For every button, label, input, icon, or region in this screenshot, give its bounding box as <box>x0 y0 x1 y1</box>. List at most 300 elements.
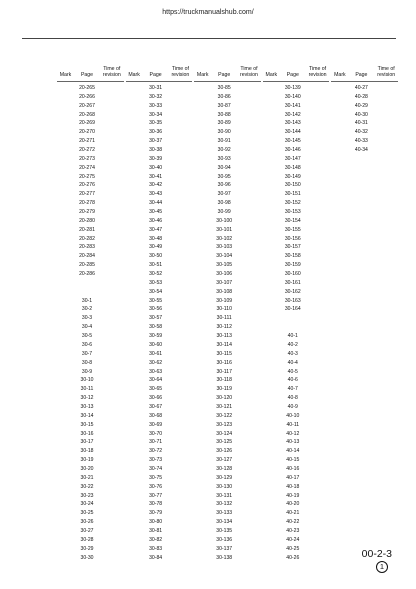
revision-cell <box>237 332 261 341</box>
page-cell: 30-120 <box>216 395 233 402</box>
table-row <box>194 297 261 306</box>
page-cell: 30-4 <box>81 324 93 331</box>
revision-cell <box>169 208 193 217</box>
mark-cell <box>194 527 211 536</box>
mark-cell <box>263 93 280 102</box>
table-row <box>263 474 330 483</box>
table-row <box>263 359 330 368</box>
table-row <box>263 119 330 128</box>
table-row <box>126 181 193 190</box>
revision-cell <box>306 235 330 244</box>
header-page: Page <box>149 72 162 79</box>
revision-cell <box>100 465 124 474</box>
revision-cell <box>169 323 193 332</box>
revision-cell <box>237 93 261 102</box>
mark-cell <box>57 412 74 421</box>
mark-cell <box>194 119 211 128</box>
table-row <box>57 305 124 314</box>
page-cell: 30-147 <box>284 155 301 162</box>
table-row <box>263 509 330 518</box>
revision-cell <box>169 93 193 102</box>
table-row <box>57 243 124 252</box>
mark-cell <box>194 430 211 439</box>
page-cell: 30-155 <box>284 226 301 233</box>
mark-cell <box>126 385 143 394</box>
mark-cell <box>57 518 74 527</box>
table-row <box>57 199 124 208</box>
table-row <box>331 93 398 102</box>
mark-cell <box>57 155 74 164</box>
table-row <box>331 119 398 128</box>
header-mark: Mark <box>196 72 209 79</box>
revision-cell <box>169 84 193 93</box>
revision-cell <box>306 447 330 456</box>
mark-cell <box>126 509 143 518</box>
table-row <box>263 456 330 465</box>
revision-cell <box>169 146 193 155</box>
mark-cell <box>57 164 74 173</box>
page-cell: 30-47 <box>149 226 163 233</box>
revision-cell <box>169 288 193 297</box>
table-row <box>263 385 330 394</box>
table-row <box>263 243 330 252</box>
table-row <box>263 368 330 377</box>
page-cell: 30-77 <box>149 492 163 499</box>
page-cell: 30-128 <box>216 465 233 472</box>
mark-cell <box>263 297 280 306</box>
revision-cell <box>237 181 261 190</box>
mark-cell <box>194 93 211 102</box>
revision-cell <box>374 111 398 120</box>
mark-cell <box>57 536 74 545</box>
table-row <box>194 554 261 563</box>
revision-cell <box>306 93 330 102</box>
revision-cell <box>169 217 193 226</box>
table-row <box>194 527 261 536</box>
table-row <box>263 190 330 199</box>
table-row <box>194 305 261 314</box>
table-column-group <box>263 62 330 562</box>
table-row <box>263 421 330 430</box>
mark-cell <box>263 403 280 412</box>
mark-cell <box>194 359 211 368</box>
mark-cell <box>263 235 280 244</box>
table-row <box>57 509 124 518</box>
revision-cell <box>100 500 124 509</box>
header-page: Page <box>80 72 94 79</box>
table-row <box>194 456 261 465</box>
mark-cell <box>194 421 211 430</box>
revision-cell <box>306 359 330 368</box>
mark-cell <box>57 430 74 439</box>
mark-cell <box>194 235 211 244</box>
mark-cell <box>194 403 211 412</box>
column-header <box>263 62 330 82</box>
page-cell: 30-80 <box>149 519 163 526</box>
revision-cell <box>306 341 330 350</box>
page-cell: 40-25 <box>286 545 300 552</box>
mark-cell <box>194 297 211 306</box>
mark-cell <box>263 332 280 341</box>
page-cell: 30-140 <box>284 93 301 100</box>
mark-cell <box>126 235 143 244</box>
page-cell: 30-158 <box>284 253 301 260</box>
table-row <box>263 314 330 323</box>
table-row <box>126 421 193 430</box>
mark-cell <box>126 554 143 563</box>
revision-cell <box>306 208 330 217</box>
revision-cell <box>237 536 261 545</box>
mark-cell <box>126 288 143 297</box>
page-cell: 30-124 <box>216 430 233 437</box>
table-row <box>194 111 261 120</box>
table-row <box>194 199 261 208</box>
table-row <box>126 111 193 120</box>
page-cell: 30-132 <box>216 501 233 508</box>
page-cell: 40-10 <box>286 412 300 419</box>
mark-cell <box>263 412 280 421</box>
table-row <box>194 146 261 155</box>
revision-cell <box>100 173 124 182</box>
page-cell: 30-69 <box>149 421 163 428</box>
page-cell: 20-286 <box>79 271 95 278</box>
revision-cell <box>237 279 261 288</box>
mark-cell <box>126 332 143 341</box>
page-cell: 30-104 <box>216 253 233 260</box>
page-cell: 30-130 <box>216 483 233 490</box>
page-cell: 30-30 <box>80 554 94 561</box>
table-row <box>126 447 193 456</box>
page-cell: 30-113 <box>216 333 232 340</box>
mark-cell <box>263 359 280 368</box>
revision-cell <box>306 137 330 146</box>
page-cell: 30-19 <box>80 457 94 464</box>
page-cell: 30-123 <box>216 421 233 428</box>
mark-cell <box>126 430 143 439</box>
table-row <box>194 545 261 554</box>
mark-cell <box>194 102 211 111</box>
table-row <box>126 128 193 137</box>
revision-cell <box>100 261 124 270</box>
table-row <box>194 465 261 474</box>
revision-cell <box>237 164 261 173</box>
table-row <box>263 341 330 350</box>
table-row <box>194 190 261 199</box>
revision-cell <box>169 164 193 173</box>
revision-cell <box>169 252 193 261</box>
revision-cell <box>237 412 261 421</box>
page-cell: 30-51 <box>149 262 163 269</box>
revision-cell <box>237 128 261 137</box>
mark-cell <box>263 438 280 447</box>
table-row <box>57 368 124 377</box>
revision-cell <box>100 84 124 93</box>
page-cell: 30-65 <box>149 386 163 393</box>
table-row <box>194 208 261 217</box>
mark-cell <box>126 447 143 456</box>
page-cell: 20-276 <box>79 182 95 189</box>
table-row <box>126 492 193 501</box>
mark-cell <box>57 474 74 483</box>
revision-cell <box>169 314 193 323</box>
mark-cell <box>194 190 211 199</box>
revision-cell <box>237 518 261 527</box>
revision-cell <box>100 447 124 456</box>
mark-cell <box>331 119 348 128</box>
mark-cell <box>194 350 211 359</box>
revision-cell <box>237 217 261 226</box>
table-row <box>194 359 261 368</box>
page-cell: 20-271 <box>79 138 95 145</box>
table-row <box>126 438 193 447</box>
page-cell: 20-277 <box>79 191 95 198</box>
page-cell: 30-119 <box>216 386 232 393</box>
table-row <box>194 412 261 421</box>
revision-cell <box>169 332 193 341</box>
table-row <box>194 350 261 359</box>
table-row <box>57 314 124 323</box>
page-cell: 30-102 <box>216 235 233 242</box>
mark-cell <box>57 270 74 279</box>
mark-cell <box>194 181 211 190</box>
table-row <box>57 465 124 474</box>
table-row <box>57 332 124 341</box>
page-cell: 30-122 <box>216 412 233 419</box>
table-row <box>126 403 193 412</box>
table-row <box>263 181 330 190</box>
source-url[interactable]: https://truckmanualshub.com/ <box>162 9 254 16</box>
revision-cell <box>169 483 193 492</box>
revision-cell <box>306 368 330 377</box>
header-page: Page <box>286 72 299 79</box>
mark-cell <box>57 314 74 323</box>
page-cell: 30-136 <box>216 536 233 543</box>
table-row <box>263 447 330 456</box>
table-row <box>194 385 261 394</box>
mark-cell <box>263 456 280 465</box>
mark-cell <box>194 155 211 164</box>
page-cell: 40-15 <box>286 457 300 464</box>
page-cell: 30-59 <box>149 333 163 340</box>
revision-cell <box>374 102 398 111</box>
table-row <box>126 465 193 474</box>
page-cell: 40-19 <box>286 492 300 499</box>
revision-cell <box>306 243 330 252</box>
mark-cell <box>126 181 143 190</box>
revision-cell <box>237 199 261 208</box>
page-cell: 30-28 <box>80 536 94 543</box>
mark-cell <box>331 93 348 102</box>
revision-cell <box>306 314 330 323</box>
page-cell: 20-278 <box>79 200 95 207</box>
table-row <box>331 102 398 111</box>
table-row <box>194 173 261 182</box>
mark-cell <box>57 350 74 359</box>
page-cell: 30-26 <box>80 519 94 526</box>
mark-cell <box>126 492 143 501</box>
revision-cell <box>100 155 124 164</box>
revision-cell <box>237 226 261 235</box>
mark-cell <box>263 190 280 199</box>
mark-cell <box>126 474 143 483</box>
table-row <box>263 536 330 545</box>
table-row <box>194 128 261 137</box>
table-row <box>194 421 261 430</box>
page-cell: 30-118 <box>216 377 232 384</box>
revision-cell <box>100 403 124 412</box>
table-row <box>331 128 398 137</box>
page-cell <box>74 279 100 288</box>
table-row <box>57 403 124 412</box>
mark-cell <box>263 226 280 235</box>
mark-cell <box>263 465 280 474</box>
mark-cell <box>194 483 211 492</box>
mark-cell <box>194 536 211 545</box>
table-row <box>57 394 124 403</box>
revision-cell <box>374 137 398 146</box>
revision-cell <box>237 509 261 518</box>
revision-cell <box>306 288 330 297</box>
revision-cell <box>169 421 193 430</box>
revision-cell <box>237 252 261 261</box>
revision-cell <box>169 119 193 128</box>
revision-cell <box>306 412 330 421</box>
page-cell: 20-269 <box>79 120 95 127</box>
revision-cell <box>100 509 124 518</box>
revision-cell <box>169 492 193 501</box>
table-row <box>57 128 124 137</box>
table-row <box>194 137 261 146</box>
page-cell: 40-13 <box>286 439 300 446</box>
revision-cell <box>374 128 398 137</box>
page-cell: 30-40 <box>149 164 163 171</box>
revision-cell <box>169 447 193 456</box>
revision-cell <box>100 492 124 501</box>
page-cell: 20-273 <box>79 155 95 162</box>
revision-cell <box>237 465 261 474</box>
mark-cell <box>263 137 280 146</box>
mark-cell <box>57 235 74 244</box>
revision-cell <box>306 173 330 182</box>
column-header <box>126 62 193 82</box>
table-row <box>126 430 193 439</box>
table-row <box>263 84 330 93</box>
revision-cell <box>100 119 124 128</box>
page-cell: 40-30 <box>354 111 368 118</box>
mark-cell <box>57 243 74 252</box>
mark-cell <box>263 111 280 120</box>
table-row <box>126 199 193 208</box>
page-cell <box>280 323 306 332</box>
page-cell: 30-76 <box>149 483 163 490</box>
table-row <box>263 270 330 279</box>
page-cell: 30-143 <box>284 120 301 127</box>
revision-cell <box>169 235 193 244</box>
revision-cell <box>100 350 124 359</box>
revision-cell <box>169 430 193 439</box>
header-mark: Mark <box>334 72 346 79</box>
revision-cell <box>306 438 330 447</box>
mark-cell <box>57 554 74 563</box>
table-row <box>57 102 124 111</box>
revision-cell <box>169 137 193 146</box>
page-cell: 30-16 <box>80 430 94 437</box>
table-row <box>57 536 124 545</box>
page-cell: 40-14 <box>286 448 300 455</box>
revision-cell <box>100 288 124 297</box>
table-row <box>194 492 261 501</box>
mark-cell <box>194 208 211 217</box>
page-cell: 30-25 <box>80 510 94 517</box>
mark-cell <box>126 226 143 235</box>
revision-cell <box>100 102 124 111</box>
page-cell: 20-265 <box>79 85 95 91</box>
mark-cell <box>126 305 143 314</box>
page-cell: 40-8 <box>287 395 298 402</box>
table-row <box>194 217 261 226</box>
revision-cell <box>237 376 261 385</box>
table-row <box>263 226 330 235</box>
mark-cell <box>126 137 143 146</box>
mark-cell <box>263 102 280 111</box>
revision-cell <box>169 359 193 368</box>
mark-cell <box>57 146 74 155</box>
revision-cell <box>169 394 193 403</box>
table-row <box>263 146 330 155</box>
table-column-group <box>331 62 398 562</box>
table-row <box>263 155 330 164</box>
revision-cell <box>100 554 124 563</box>
revision-cell <box>237 288 261 297</box>
revision-cell <box>100 243 124 252</box>
page-cell: 30-160 <box>284 271 301 278</box>
page-cell: 30-37 <box>149 138 163 145</box>
page-cell: 20-283 <box>79 244 95 251</box>
revision-cell <box>306 421 330 430</box>
mark-cell <box>263 84 280 93</box>
page-cell: 30-138 <box>216 554 233 561</box>
table-row <box>126 527 193 536</box>
table-row <box>194 314 261 323</box>
table-row <box>194 288 261 297</box>
revision-cell <box>169 190 193 199</box>
revision-cell <box>169 199 193 208</box>
page-cell: 20-280 <box>79 217 95 224</box>
table-row <box>126 332 193 341</box>
page-cell: 40-2 <box>287 341 298 348</box>
table-row <box>57 341 124 350</box>
page-cell: 30-94 <box>217 164 231 171</box>
mark-cell <box>194 243 211 252</box>
mark-cell <box>263 217 280 226</box>
table-row <box>126 261 193 270</box>
revision-cell <box>100 111 124 120</box>
table-row <box>194 155 261 164</box>
mark-cell <box>331 128 348 137</box>
table-row <box>126 323 193 332</box>
page-cell: 30-55 <box>149 297 163 304</box>
page-cell: 30-32 <box>149 93 163 100</box>
table-row <box>126 173 193 182</box>
table-row <box>126 554 193 563</box>
mark-cell <box>126 119 143 128</box>
mark-cell <box>126 297 143 306</box>
table-row <box>126 226 193 235</box>
mark-cell <box>263 128 280 137</box>
page-cell: 20-274 <box>79 164 95 171</box>
mark-cell <box>263 447 280 456</box>
page-cell: 30-42 <box>149 182 163 189</box>
